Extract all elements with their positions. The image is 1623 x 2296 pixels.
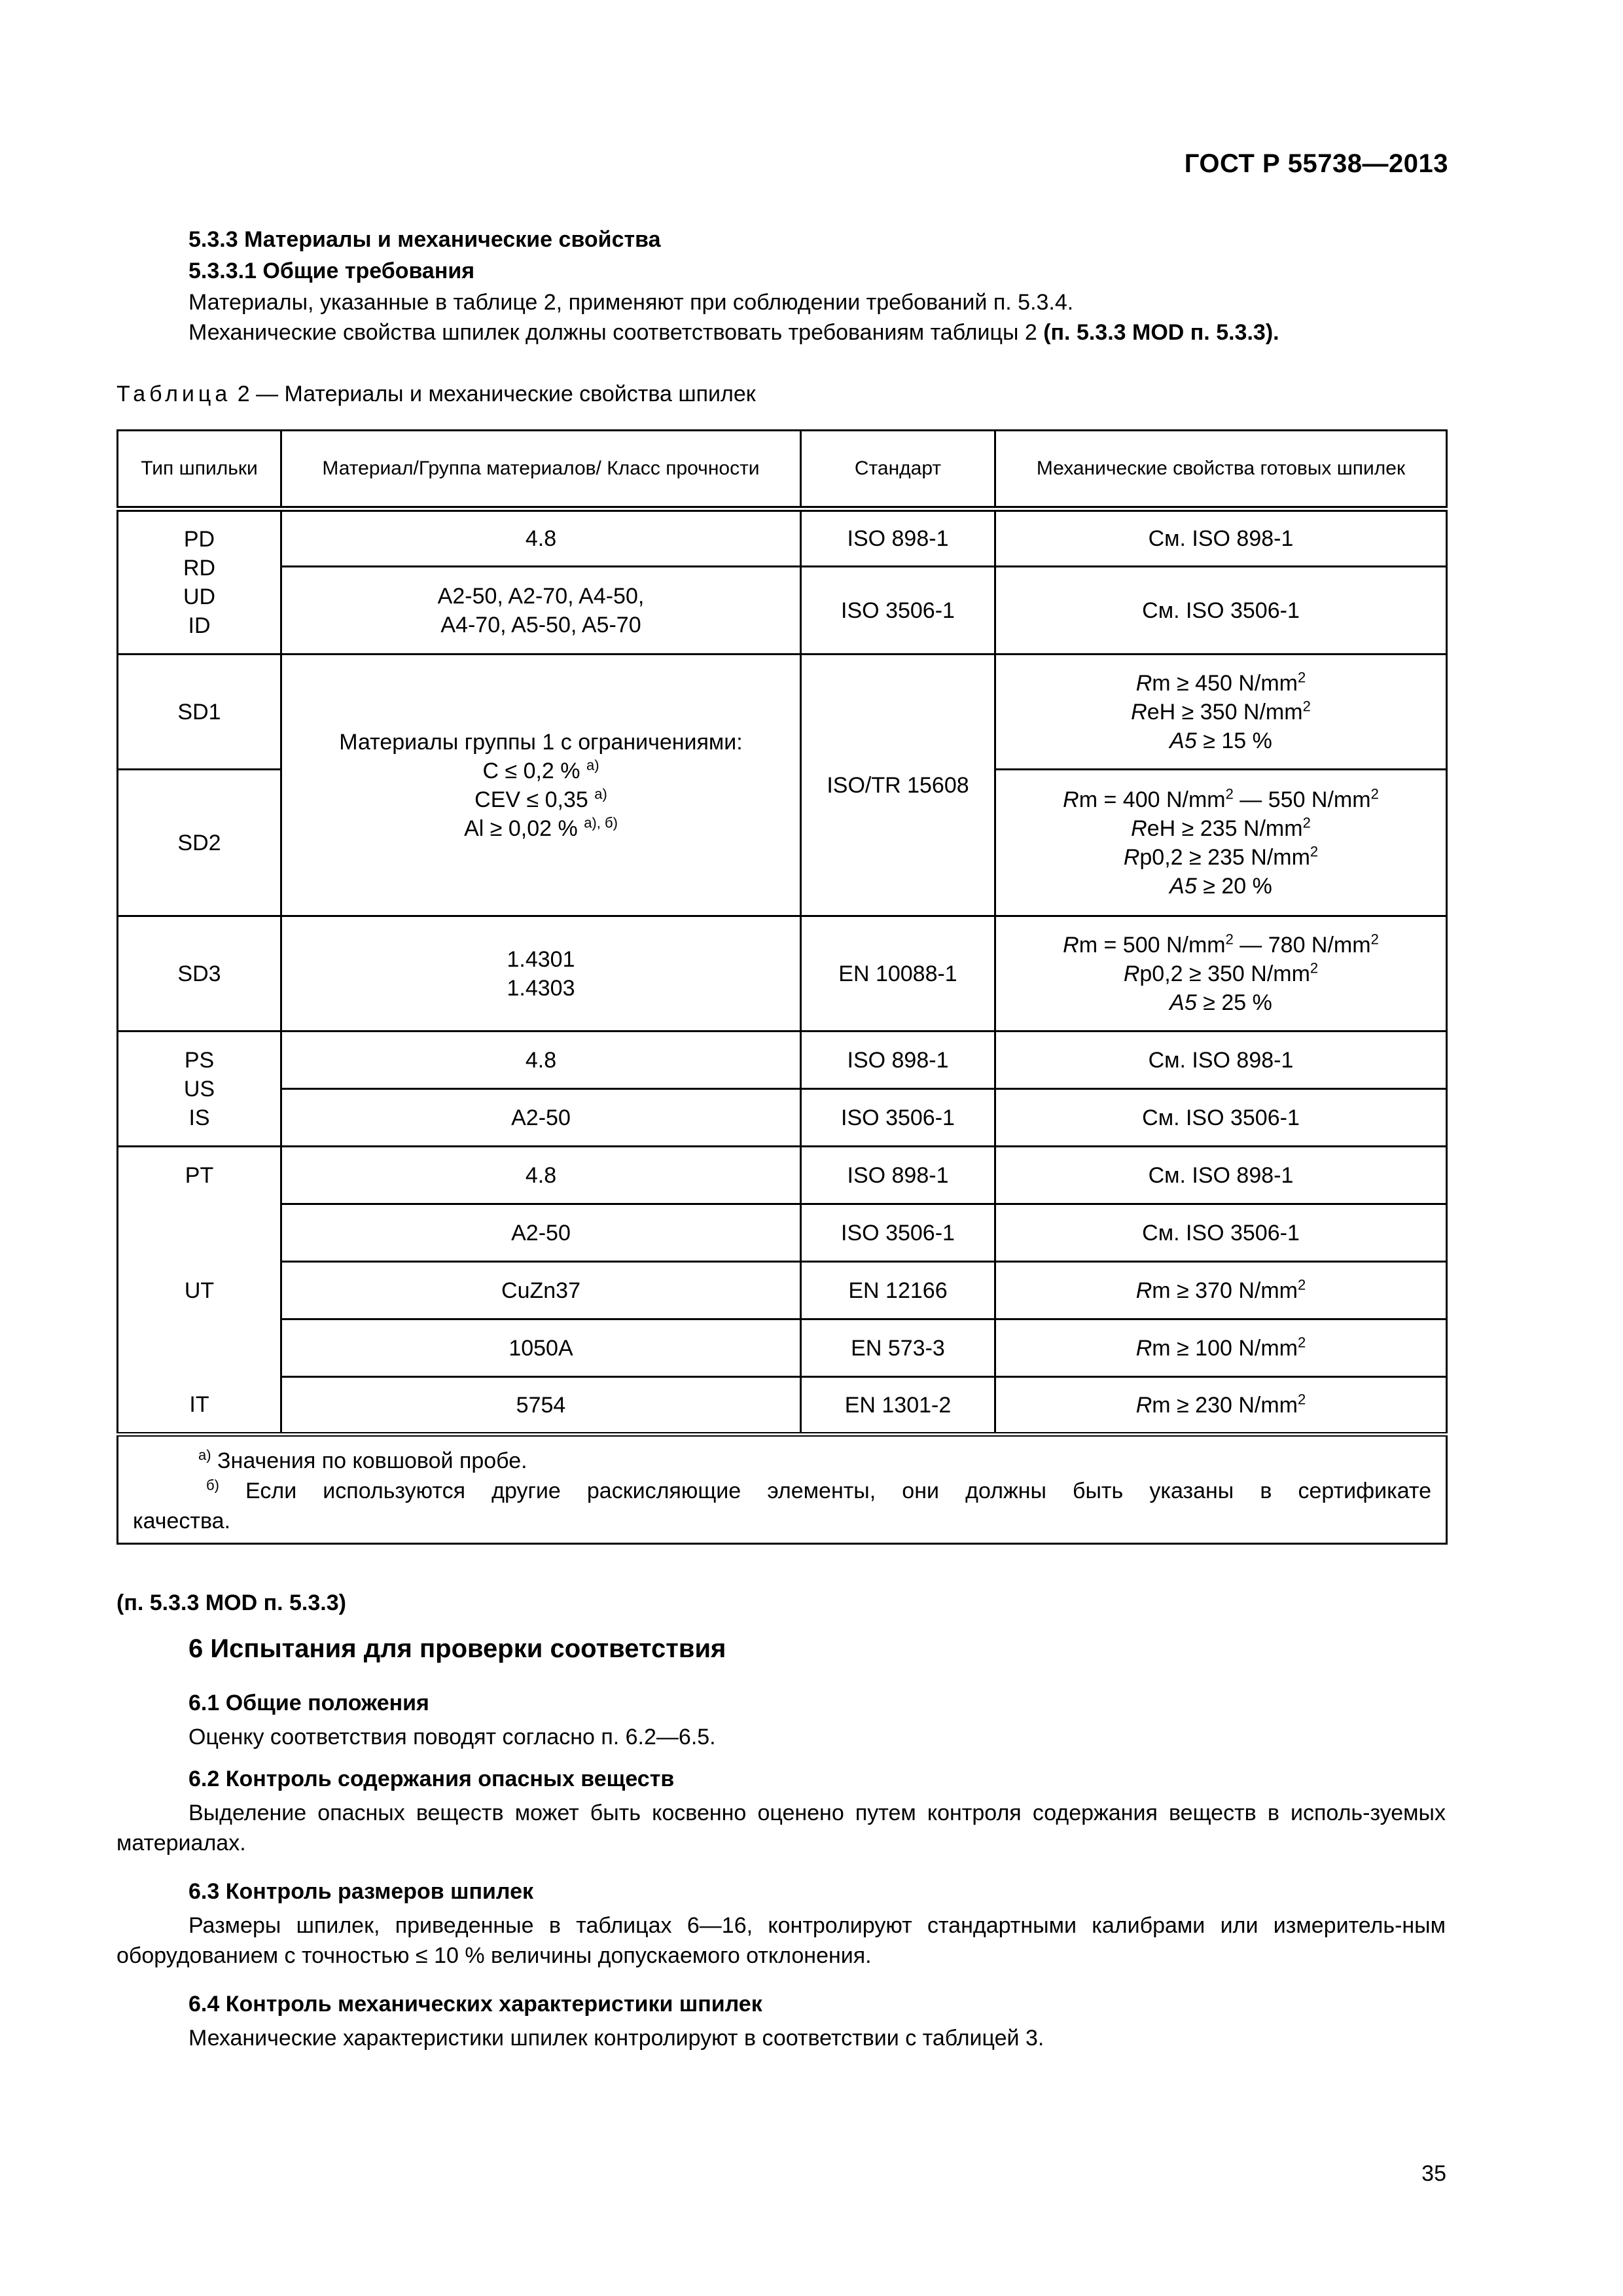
material-cell: A2-50, A2-70, A4-50, A4-70, A5-50, A5-70	[281, 567, 801, 655]
props-cell: См. ISO 3506-1	[995, 567, 1447, 655]
table-row	[118, 509, 1447, 567]
material-cell: 4.8	[281, 1147, 801, 1204]
table-row	[118, 567, 1447, 655]
material-cell: A2-50	[281, 1089, 801, 1147]
standard-cell: EN 10088-1	[801, 916, 995, 1031]
props-cell: См. ISO 3506-1	[995, 1089, 1447, 1147]
section-61-heading: 6.1 Общие положения	[188, 1691, 429, 1715]
standard-cell: ISO 898-1	[801, 1147, 995, 1204]
section-63-text: Размеры шпилек, приведенные в таблицах 6—16, контролируют стандартными калибрами или измеритель-ным оборудованием с точностью ≤ 10 % величины допускаемого отклонения.	[116, 1913, 1446, 1968]
type-cell: IT	[118, 1377, 281, 1435]
section-6-heading: 6 Испытания для проверки соответствия	[188, 1634, 726, 1663]
standard-cell: ISO/TR 15608	[801, 655, 995, 916]
props-cell: Rm ≥ 100 $N/mm^2$	[995, 1319, 1447, 1377]
note-b-cont: качества.	[133, 1509, 231, 1534]
section-533-heading: 5.3.3 Материалы и механические свойства	[188, 227, 661, 252]
type-cell: SD1	[118, 655, 281, 770]
section-62-heading: 6.2 Контроль содержания опасных веществ	[188, 1767, 675, 1791]
standard-cell: EN 1301-2	[801, 1377, 995, 1435]
table-row	[118, 1262, 1447, 1319]
table-notes-row	[118, 1435, 1447, 1544]
table-row	[118, 1319, 1447, 1377]
material-cell: 4.8	[281, 1031, 801, 1089]
material-cell: 1.4301 1.4303	[281, 916, 801, 1031]
section-5331-heading: 5.3.3.1 Общие требования	[188, 259, 475, 283]
after-table-ref: (п. 5.3.3 MOD п. 5.3.3)	[116, 1590, 346, 1615]
header-props: Механические свойства готовых шпилек	[995, 431, 1447, 509]
props-cell: Rm ≥ 370 $N/mm^2$	[995, 1262, 1447, 1319]
type-cell-empty	[118, 1319, 281, 1377]
header-type: Тип шпильки	[118, 431, 281, 509]
material-cell: CuZn37	[281, 1262, 801, 1319]
standard-cell: ISO 3506-1	[801, 1204, 995, 1262]
type-cell: PT	[118, 1147, 281, 1204]
type-cell: SD3	[118, 916, 281, 1031]
material-cell: 4.8	[281, 509, 801, 567]
table-caption: Таблица 2 — Материалы и механические свойства шпилек	[116, 382, 756, 406]
standard-cell: EN 12166	[801, 1262, 995, 1319]
note-a: $^{а)}$ Значения по ковшовой пробе.	[198, 1446, 527, 1473]
standard-cell: ISO 898-1	[801, 509, 995, 567]
type-cell: SD2	[118, 770, 281, 916]
section-63-heading: 6.3 Контроль размеров шпилек	[188, 1879, 533, 1904]
type-cell: PS US IS	[118, 1031, 281, 1147]
props-cell: Rm ≥ 450 $N/mm^2$ ReH ≥ 350 $N/mm^2$ A5 ≥ 15 %	[995, 655, 1447, 770]
props-cell: См. ISO 898-1	[995, 1147, 1447, 1204]
standard-cell: ISO 3506-1	[801, 1089, 995, 1147]
props-cell: Rm = 400 $N/mm^2$ — 550 $N/mm^2$ ReH ≥ 235 $N/mm^2$ Rp0,2 ≥ 235 $N/mm^2$ A5 ≥ 20 %	[995, 770, 1447, 916]
table-row	[118, 1089, 1447, 1147]
standard-cell: EN 573-3	[801, 1319, 995, 1377]
material-cell: A2-50	[281, 1204, 801, 1262]
props-cell: Rm = 500 $N/mm^2$ — 780 $N/mm^2$ Rp0,2 ≥ 350 $N/mm^2$ A5 ≥ 25 %	[995, 916, 1447, 1031]
props-cell: См. ISO 898-1	[995, 509, 1447, 567]
note-b: $^{б)}$ Если используются другие раскисляющие элементы, они должны быть указаны в сертификате	[206, 1477, 1431, 1503]
materials-table	[116, 429, 1448, 1545]
table-row	[118, 655, 1447, 770]
type-cell: PD RD UD ID	[118, 509, 281, 655]
header-material: Материал/Группа материалов/ Класс прочности	[281, 431, 801, 509]
section-5331-para2: Механические свойства шпилек должны соответствовать требованиям таблицы 2 (п. 5.3.3 MOD п. 5.3.3).	[188, 320, 1279, 345]
section-61-text: Оценку соответствия поводят согласно п. 6.2—6.5.	[188, 1725, 716, 1749]
table-notes	[118, 1435, 1447, 1544]
table-row	[118, 1377, 1447, 1435]
props-cell: См. ISO 898-1	[995, 1031, 1447, 1089]
material-cell: 1050A	[281, 1319, 801, 1377]
table-row	[118, 916, 1447, 1031]
type-cell: UT	[118, 1262, 281, 1319]
standard-cell: ISO 3506-1	[801, 567, 995, 655]
section-64-heading: 6.4 Контроль механических характеристики шпилек	[188, 1992, 762, 2017]
section-62-text: Выделение опасных веществ может быть косвенно оценено путем контроля содержания веществ в исполь-зуемых материалах.	[116, 1801, 1446, 1856]
table-row	[118, 1031, 1447, 1089]
page-number: 35	[1421, 2161, 1446, 2186]
header-standard: Стандарт	[801, 431, 995, 509]
props-cell: Rm ≥ 230 $N/mm^2$	[995, 1377, 1447, 1435]
props-cell: См. ISO 3506-1	[995, 1204, 1447, 1262]
section-64-text: Механические характеристики шпилек контролируют в соответствии с таблицей 3.	[188, 2026, 1044, 2051]
material-cell: Материалы группы 1 с ограничениями: C ≤ 0,2 % $^{а)}$ CEV ≤ 0,35 $^{а)}$ Al ≥ 0,02 % $^{а), б)}$	[281, 655, 801, 916]
table-row	[118, 1204, 1447, 1262]
material-cell: 5754	[281, 1377, 801, 1435]
table-row	[118, 1147, 1447, 1204]
section-5331-para1: Материалы, указанные в таблице 2, применяют при соблюдении требований п. 5.3.4.	[188, 290, 1074, 315]
type-cell-empty	[118, 1204, 281, 1262]
standard-cell: ISO 898-1	[801, 1031, 995, 1089]
document-id: ГОСТ Р 55738—2013	[1184, 149, 1448, 178]
